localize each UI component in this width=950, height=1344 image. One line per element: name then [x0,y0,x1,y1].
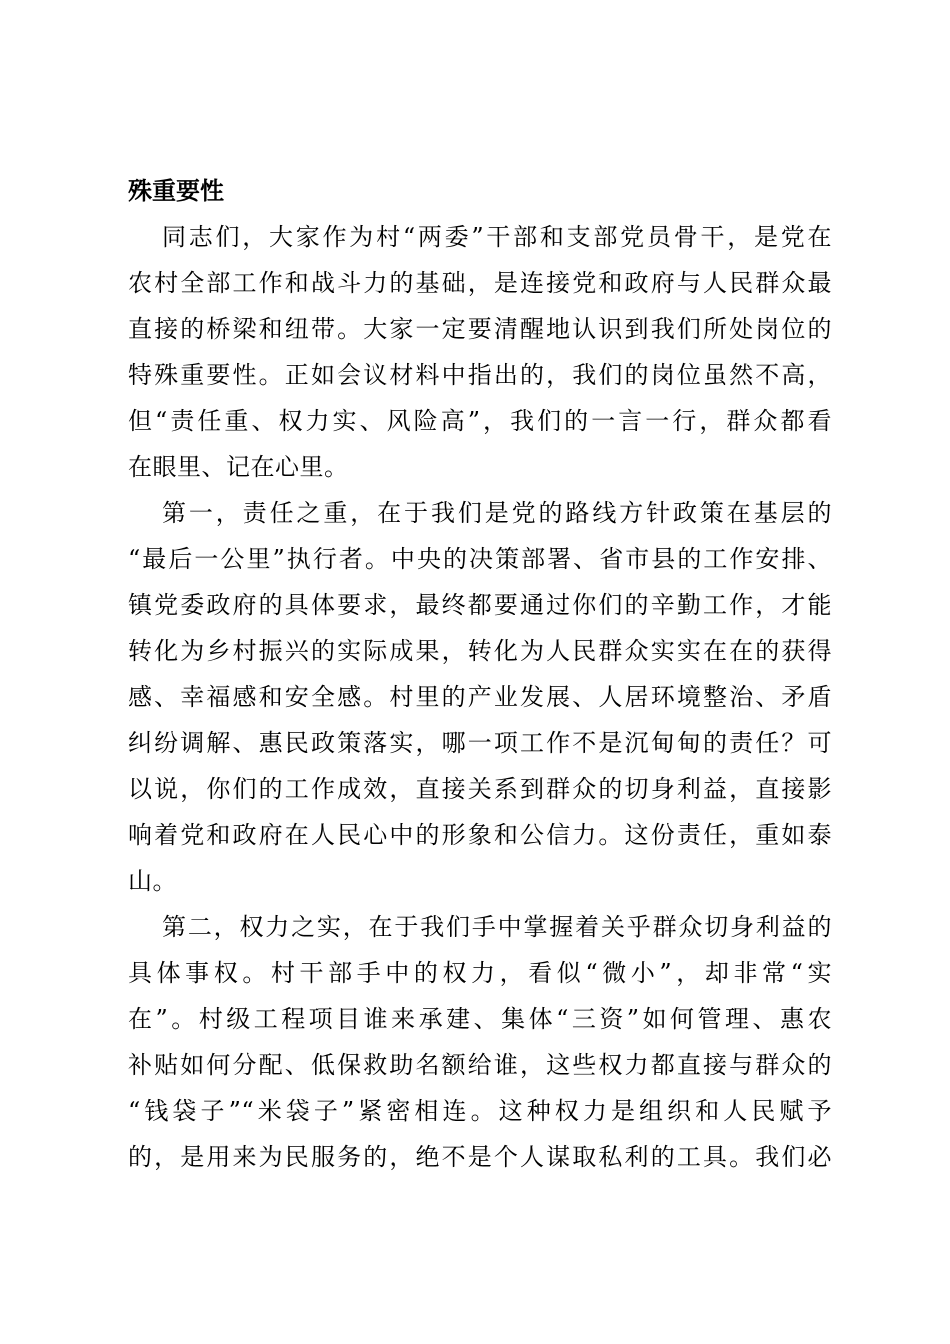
text-line: “最后一公里”执行者。中央的决策部署、省市县的工作安排、 [128,545,832,573]
text-line: 镇党委政府的具体要求，最终都要通过你们的辛勤工作，才能 [128,591,832,619]
text-line: 第二，权力之实，在于我们手中掌握着关乎群众切身利益的 [162,913,832,941]
paragraph [128,904,832,1180]
paragraph [128,490,832,904]
text-line: 具体事权。村干部手中的权力，看似“微小”，却非常“实 [128,959,832,987]
text-line: 农村全部工作和战斗力的基础，是连接党和政府与人民群众最 [128,269,832,297]
text-line: 在眼里、记在心里。 [128,453,349,481]
text-line: 纠纷调解、惠民政策落实，哪一项工作不是沉甸甸的责任？可 [128,729,832,757]
text-line: 感、幸福感和安全感。村里的产业发展、人居环境整治、矛盾 [128,683,832,711]
text-line: “钱袋子”“米袋子”紧密相连。这种权力是组织和人民赋予 [128,1097,832,1125]
section-heading: 殊重要性 [128,177,224,205]
text-line: 转化为乡村振兴的实际成果，转化为人民群众实实在在的获得 [128,637,832,665]
paragraph [128,214,832,490]
text-line: 第一，责任之重，在于我们是党的路线方针政策在基层的 [162,499,832,527]
text-line: 以说，你们的工作成效，直接关系到群众的切身利益，直接影 [128,775,832,803]
text-line: 的，是用来为民服务的，绝不是个人谋取私利的工具。我们必 [128,1143,832,1171]
text-line: 补贴如何分配、低保救助名额给谁，这些权力都直接与群众的 [128,1051,832,1079]
text-line: 同志们，大家作为村“两委”干部和支部党员骨干，是党在 [162,223,832,251]
document-body [128,168,832,1180]
text-line: 但“责任重、权力实、风险高”，我们的一言一行，群众都看 [128,407,832,435]
text-line: 响着党和政府在人民心中的形象和公信力。这份责任，重如泰 [128,821,832,849]
text-line: 在”。村级工程项目谁来承建、集体“三资”如何管理、惠农 [128,1005,832,1033]
text-line: 直接的桥梁和纽带。大家一定要清醒地认识到我们所处岗位的 [128,315,832,343]
text-line: 山。 [128,867,177,895]
text-line: 特殊重要性。正如会议材料中指出的，我们的岗位虽然不高， [128,361,832,389]
